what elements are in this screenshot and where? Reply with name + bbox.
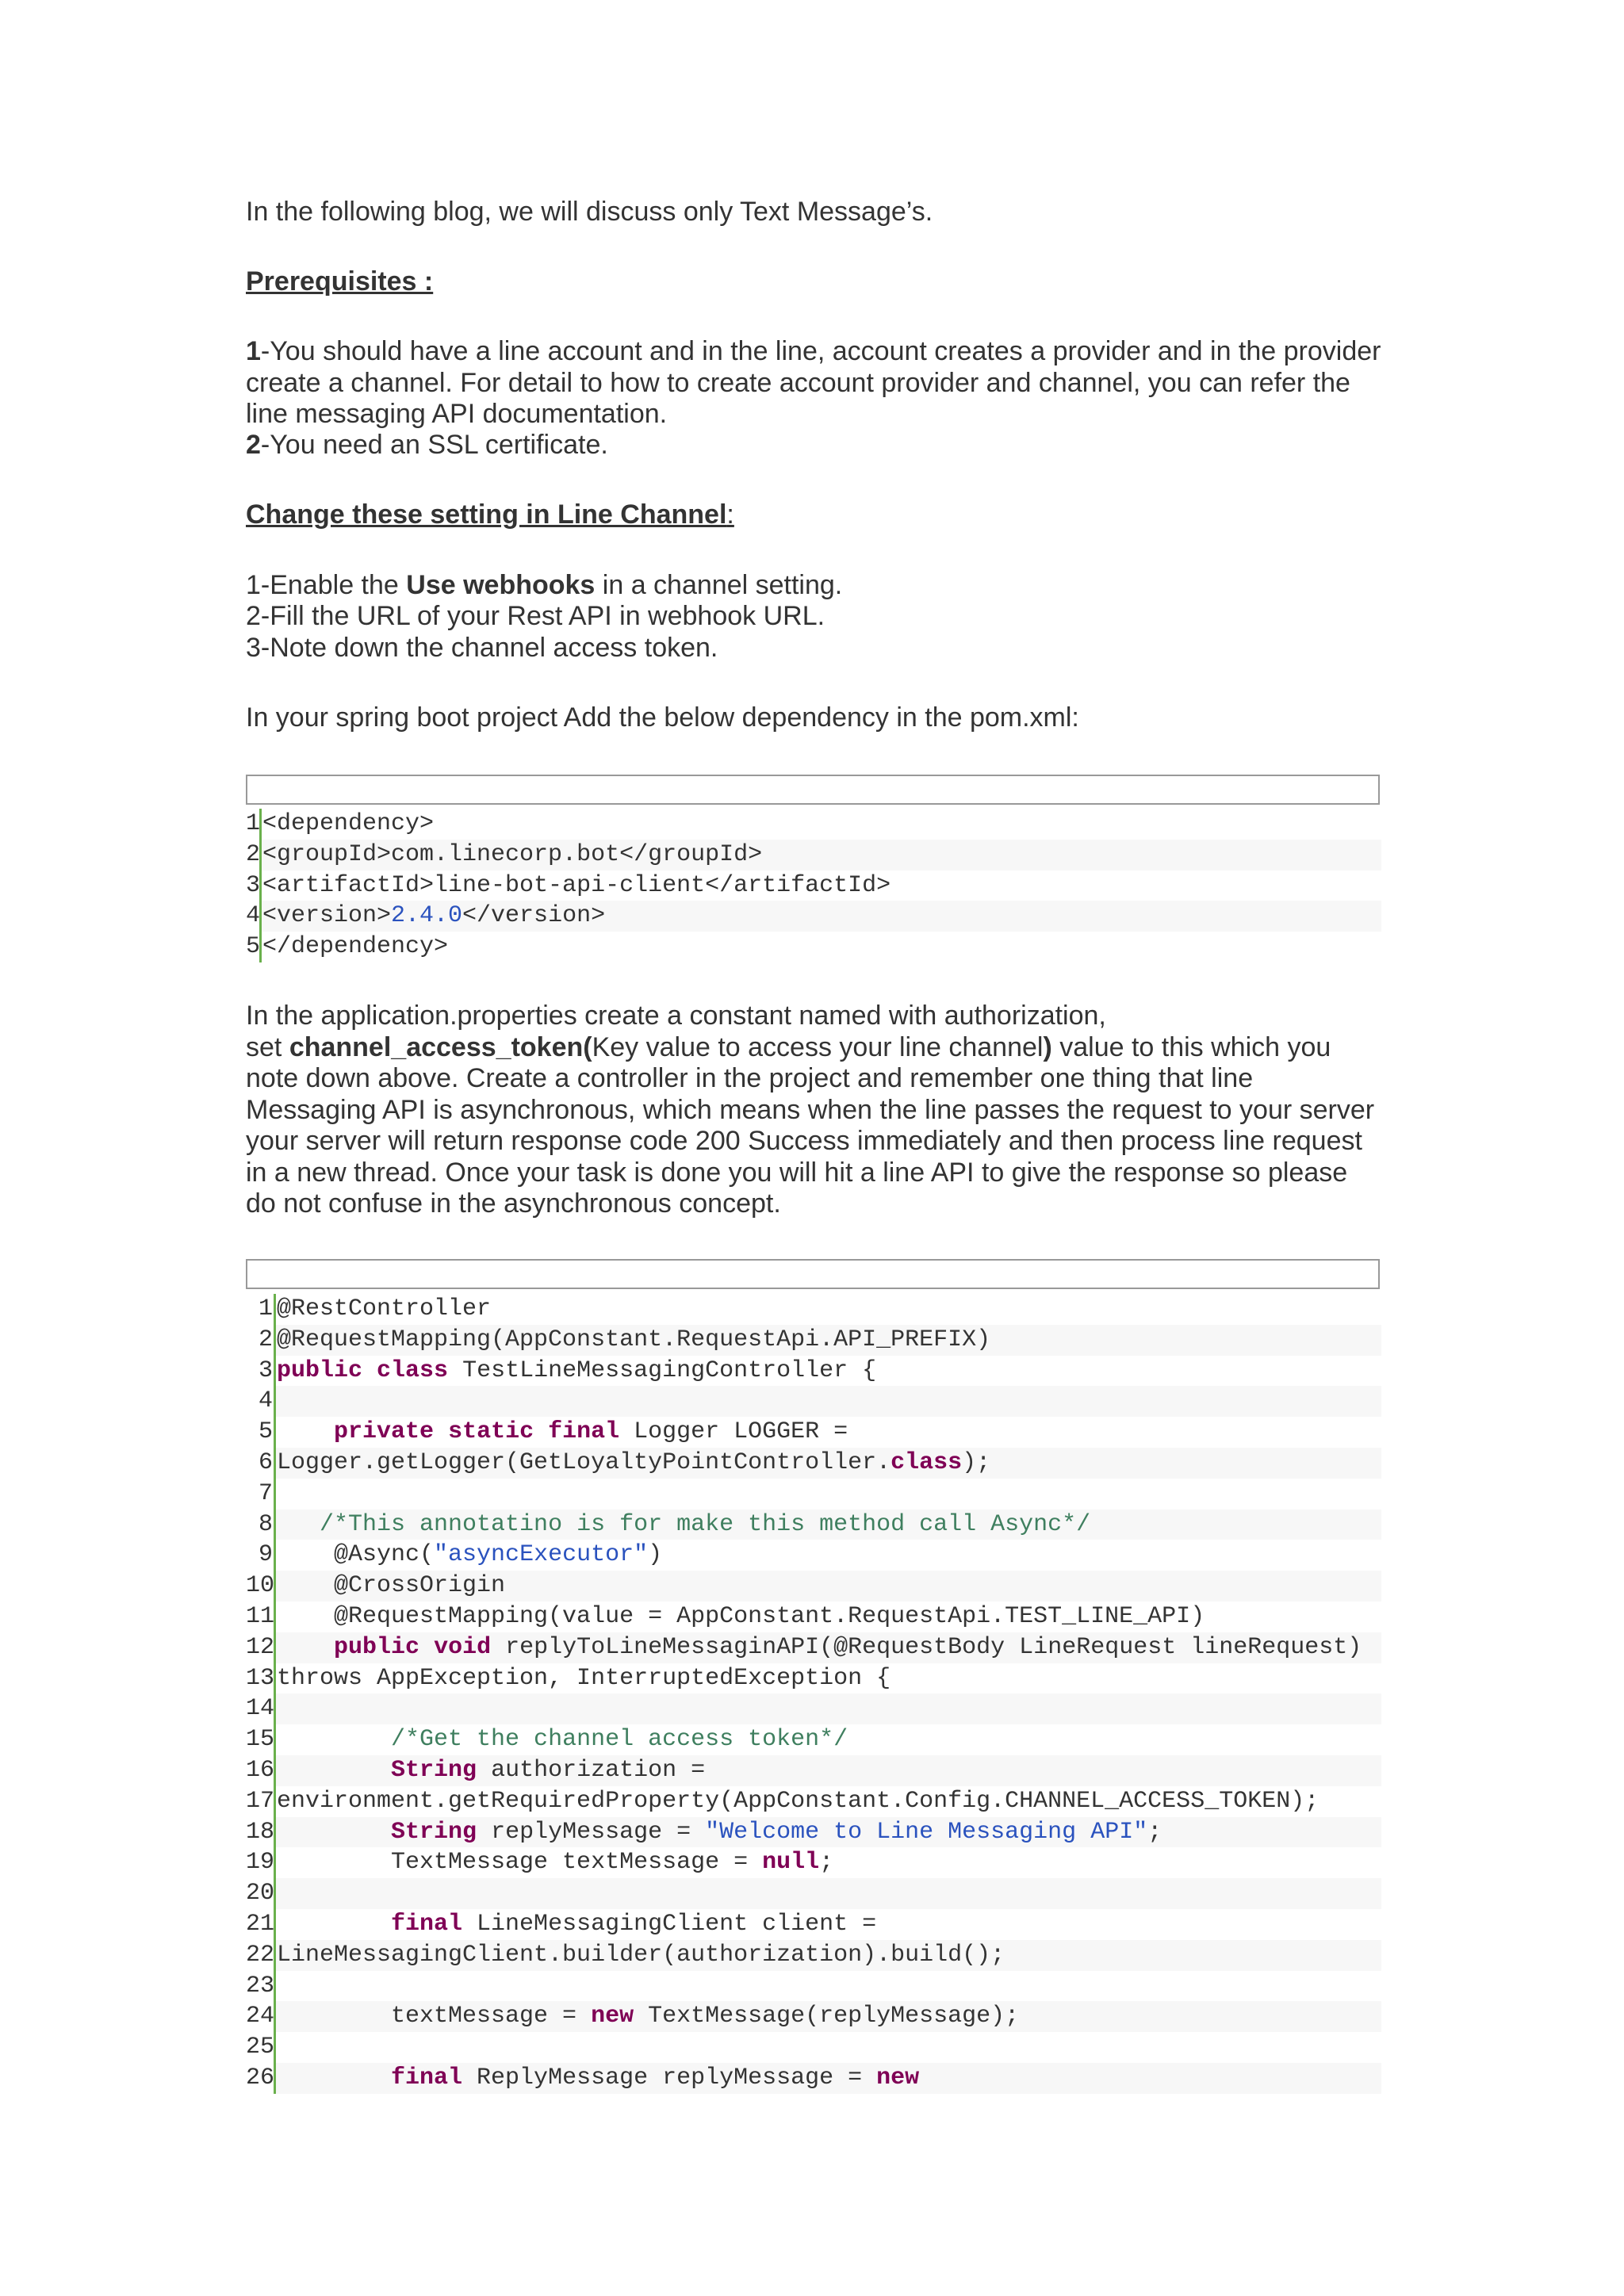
- code-token: final: [391, 2064, 463, 2091]
- code-token: /*Get the channel access token*/: [391, 1726, 848, 1754]
- line-number: 21: [246, 1909, 276, 1940]
- line-number: 4: [246, 901, 262, 932]
- code-token: ;: [1147, 1818, 1162, 1846]
- code-line: [246, 1356, 1381, 1387]
- code-token: 2.4.0: [391, 902, 463, 930]
- code-token: <version>: [262, 902, 392, 930]
- code-line: [246, 1294, 1381, 1325]
- code-block-1: [246, 809, 1381, 962]
- code-token: );: [962, 1448, 991, 1476]
- code-token: null: [762, 1849, 820, 1877]
- explanation-mid: Key value to access your line channel: [592, 1031, 1044, 1062]
- code-text: [276, 1971, 1381, 2002]
- prerequisites-heading: [246, 266, 1383, 298]
- code-line: [246, 1663, 1381, 1694]
- settings-step-3: 3-Note down the channel access token.: [246, 633, 718, 663]
- code-text: [276, 1325, 1381, 1356]
- code-token: "asyncExecutor": [434, 1541, 649, 1569]
- code-line: [246, 2032, 1381, 2063]
- code-text: [276, 1540, 1381, 1571]
- code-line: [246, 1847, 1381, 1878]
- line-number: 5: [246, 932, 262, 962]
- code-token: String: [391, 1756, 477, 1784]
- code-line: [246, 1386, 1381, 1417]
- code-block-1-titlebar: [246, 775, 1380, 805]
- code-text: [276, 1724, 1381, 1755]
- code-token: final: [391, 1910, 463, 1938]
- code-line: [246, 1479, 1381, 1510]
- code-token: <dependency>: [262, 810, 435, 837]
- code-token: throws AppException, InterruptedException {: [277, 1664, 891, 1692]
- code-token: LineMessagingClient.builder(authorization).build();: [277, 1941, 1005, 1969]
- line-number: 2: [246, 1325, 276, 1356]
- code-line: [246, 901, 1381, 932]
- dependency-intro: In your spring boot project Add the below dependency in the pom.xml:: [246, 702, 1079, 733]
- line-number: 10: [246, 1571, 276, 1601]
- code-token: TextMessage textMessage =: [277, 1849, 763, 1877]
- code-token: @Async(: [277, 1541, 435, 1569]
- explanation-bold-1: channel_access_token(: [289, 1031, 592, 1062]
- code-token: @RequestMapping(value = AppConstant.RequestApi.TEST_LINE_API): [277, 1602, 1205, 1630]
- code-token: LineMessagingClient client =: [462, 1910, 877, 1938]
- code-line: [246, 2001, 1381, 2032]
- code-token: [277, 1418, 334, 1445]
- code-text: [276, 1909, 1381, 1940]
- code-line: [246, 1601, 1381, 1632]
- line-number: 1: [246, 809, 262, 840]
- settings-step-2: 2-Fill the URL of your Rest API in webhook URL.: [246, 601, 825, 631]
- explanation-bold-2: ): [1043, 1031, 1052, 1062]
- code-token: [362, 1357, 377, 1384]
- code-text: [276, 1786, 1381, 1817]
- line-number: 18: [246, 1817, 276, 1848]
- explanation-line-1: In the application.properties create a constant named with authorization,: [246, 1001, 1106, 1031]
- code-line: [246, 2063, 1381, 2094]
- code-text: [276, 1479, 1381, 1510]
- code-token: [277, 1726, 391, 1753]
- line-number: 4: [246, 1386, 276, 1417]
- code-token: static: [448, 1418, 534, 1446]
- line-number: 20: [246, 1878, 276, 1909]
- code-line: [246, 871, 1381, 901]
- code-token: [277, 1757, 391, 1784]
- code-line: [246, 1755, 1381, 1786]
- code-token: [434, 1418, 448, 1445]
- settings-heading-text: Change these setting in Line Channel: [246, 499, 727, 530]
- line-number: 14: [246, 1693, 276, 1724]
- code-token: new: [876, 2064, 920, 2091]
- code-text: [276, 1386, 1381, 1417]
- code-token: new: [591, 2003, 634, 2030]
- code-token: replyMessage =: [477, 1818, 706, 1846]
- code-text: [276, 1632, 1381, 1663]
- code-block-2: [246, 1294, 1381, 2094]
- code-token: String: [391, 1818, 477, 1846]
- line-number: 2: [246, 840, 262, 871]
- line-number: 5: [246, 1417, 276, 1448]
- prerequisites-heading-text: Prerequisites :: [246, 266, 434, 297]
- code-token: @RestController: [277, 1295, 492, 1322]
- code-line: [246, 809, 1381, 840]
- code-line: [246, 1571, 1381, 1601]
- code-token: </dependency>: [262, 933, 449, 961]
- code-text: [262, 840, 1381, 871]
- line-number: 3: [246, 871, 262, 901]
- prerequisite-item-1: [246, 336, 1383, 430]
- code-text: [276, 1571, 1381, 1601]
- settings-heading-colon: :: [726, 499, 734, 530]
- code-text: [276, 1878, 1381, 1909]
- code-token: environment.getRequiredProperty(AppConstant.Config.CHANNEL_ACCESS_TOKEN);: [277, 1787, 1320, 1815]
- code-text: [276, 2001, 1381, 2032]
- code-token: ;: [819, 1849, 834, 1877]
- code-token: [277, 1634, 334, 1661]
- prerequisite-item-1-text: -You should have a line account and in the line, account creates a provider and in the provider create a channel. For detail to how to create account provider and channel, you can refer the line messaging API documentation.: [246, 336, 1381, 429]
- line-number: 3: [246, 1356, 276, 1387]
- code-text: [276, 1417, 1381, 1448]
- code-text: [276, 1601, 1381, 1632]
- code-line: [246, 1693, 1381, 1724]
- code-text: [276, 2032, 1381, 2063]
- line-number: 24: [246, 2001, 276, 2032]
- code-line: [246, 1510, 1381, 1540]
- code-line: [246, 1724, 1381, 1755]
- code-text: [276, 1940, 1381, 1971]
- code-line: [246, 1909, 1381, 1940]
- line-number: 16: [246, 1755, 276, 1786]
- code-text: [276, 2063, 1381, 2094]
- code-token: class: [377, 1357, 449, 1384]
- code-text: [276, 1510, 1381, 1540]
- line-number: 8: [246, 1510, 276, 1540]
- code-text: [262, 901, 1381, 932]
- line-number: 23: [246, 1971, 276, 2002]
- code-token: TestLineMessagingController {: [448, 1357, 877, 1384]
- code-token: final: [548, 1418, 620, 1446]
- prerequisite-item-1-number: 1: [246, 336, 261, 366]
- code-token: textMessage =: [277, 2003, 592, 2030]
- code-token: [277, 1511, 320, 1538]
- settings-step-1-suffix: in a channel setting.: [595, 570, 843, 600]
- code-token: public: [334, 1633, 420, 1661]
- line-number: 17: [246, 1786, 276, 1817]
- code-text: [262, 809, 1381, 840]
- code-token: [419, 1634, 434, 1661]
- code-token: @CrossOrigin: [277, 1572, 506, 1600]
- line-number: 7: [246, 1479, 276, 1510]
- settings-heading: [246, 499, 1383, 531]
- code-line: [246, 1540, 1381, 1571]
- code-text: [276, 1755, 1381, 1786]
- line-number: 15: [246, 1724, 276, 1755]
- code-text: [276, 1448, 1381, 1479]
- code-token: public: [277, 1357, 363, 1384]
- code-text: [276, 1693, 1381, 1724]
- code-token: private: [334, 1418, 435, 1446]
- prerequisite-item-2-number: 2: [246, 430, 261, 460]
- code-text: [276, 1817, 1381, 1848]
- code-text: [276, 1294, 1381, 1325]
- code-text: [262, 871, 1381, 901]
- line-number: 6: [246, 1448, 276, 1479]
- explanation-set-prefix: set: [246, 1031, 289, 1062]
- code-line: [246, 1878, 1381, 1909]
- code-line: [246, 1448, 1381, 1479]
- code-token: void: [434, 1633, 492, 1661]
- explanation-rest: value to this which you note down above. Create a controller in the project and remember one thing that line Messaging API is asynchronous, which means when the line passes the request to your server your server will return response code 200 Success immediately and then process line request in a new thread. Once your task is done you will hit a line API to give the response so please do not confuse in the asynchronous concept.: [246, 1031, 1375, 1219]
- code-line: [246, 1417, 1381, 1448]
- prerequisite-item-2-text: -You need an SSL certificate.: [260, 430, 608, 460]
- code-text: [276, 1847, 1381, 1878]
- code-token: </version>: [462, 902, 606, 930]
- code-token: replyToLineMessaginAPI(@RequestBody LineRequest lineRequest): [491, 1633, 1362, 1661]
- line-number: 25: [246, 2032, 276, 2063]
- code-line: [246, 1632, 1381, 1663]
- code-block-2-titlebar: [246, 1259, 1380, 1289]
- code-token: [534, 1418, 548, 1445]
- code-token: ): [648, 1541, 663, 1569]
- code-line: [246, 932, 1381, 962]
- settings-step-1: [246, 570, 1383, 602]
- code-token: Logger.getLogger(GetLoyaltyPointController.: [277, 1448, 891, 1476]
- code-token: <artifactId>line-bot-api-client</artifactId>: [262, 871, 891, 899]
- code-text: [276, 1356, 1381, 1387]
- code-token: /*This annotatino is for make this method call Async*/: [320, 1510, 1091, 1538]
- line-number: 13: [246, 1663, 276, 1694]
- code-token: Logger LOGGER =: [619, 1418, 848, 1446]
- code-line: [246, 1817, 1381, 1848]
- code-token: @RequestMapping(AppConstant.RequestApi.API_PREFIX): [277, 1326, 991, 1353]
- code-token: TextMessage(replyMessage);: [634, 2003, 1020, 2030]
- code-token: "Welcome to Line Messaging API": [705, 1818, 1148, 1846]
- code-token: class: [891, 1448, 963, 1476]
- explanation-paragraph: [246, 1001, 1383, 1220]
- line-number: 9: [246, 1540, 276, 1571]
- code-token: [277, 2064, 391, 2091]
- line-number: 26: [246, 2063, 276, 2094]
- code-line: [246, 1325, 1381, 1356]
- line-number: 19: [246, 1847, 276, 1878]
- code-line: [246, 1940, 1381, 1971]
- intro-paragraph: In the following blog, we will discuss only Text Message’s.: [246, 197, 933, 227]
- code-text: [276, 1663, 1381, 1694]
- line-number: 1: [246, 1294, 276, 1325]
- code-token: [277, 1819, 391, 1846]
- code-token: authorization =: [477, 1756, 706, 1784]
- line-number: 12: [246, 1632, 276, 1663]
- code-token: [277, 1911, 391, 1938]
- code-token: ReplyMessage replyMessage =: [462, 2064, 877, 2091]
- prerequisite-item-2: [246, 430, 1383, 461]
- code-line: [246, 1971, 1381, 2002]
- code-line: [246, 1786, 1381, 1817]
- settings-step-1-prefix: 1-Enable the: [246, 570, 407, 600]
- code-token: <groupId>com.linecorp.bot</groupId>: [262, 840, 763, 868]
- line-number: 22: [246, 1940, 276, 1971]
- line-number: 11: [246, 1601, 276, 1632]
- settings-step-1-bold: Use webhooks: [406, 570, 596, 600]
- code-text: [262, 932, 1381, 962]
- code-line: [246, 840, 1381, 871]
